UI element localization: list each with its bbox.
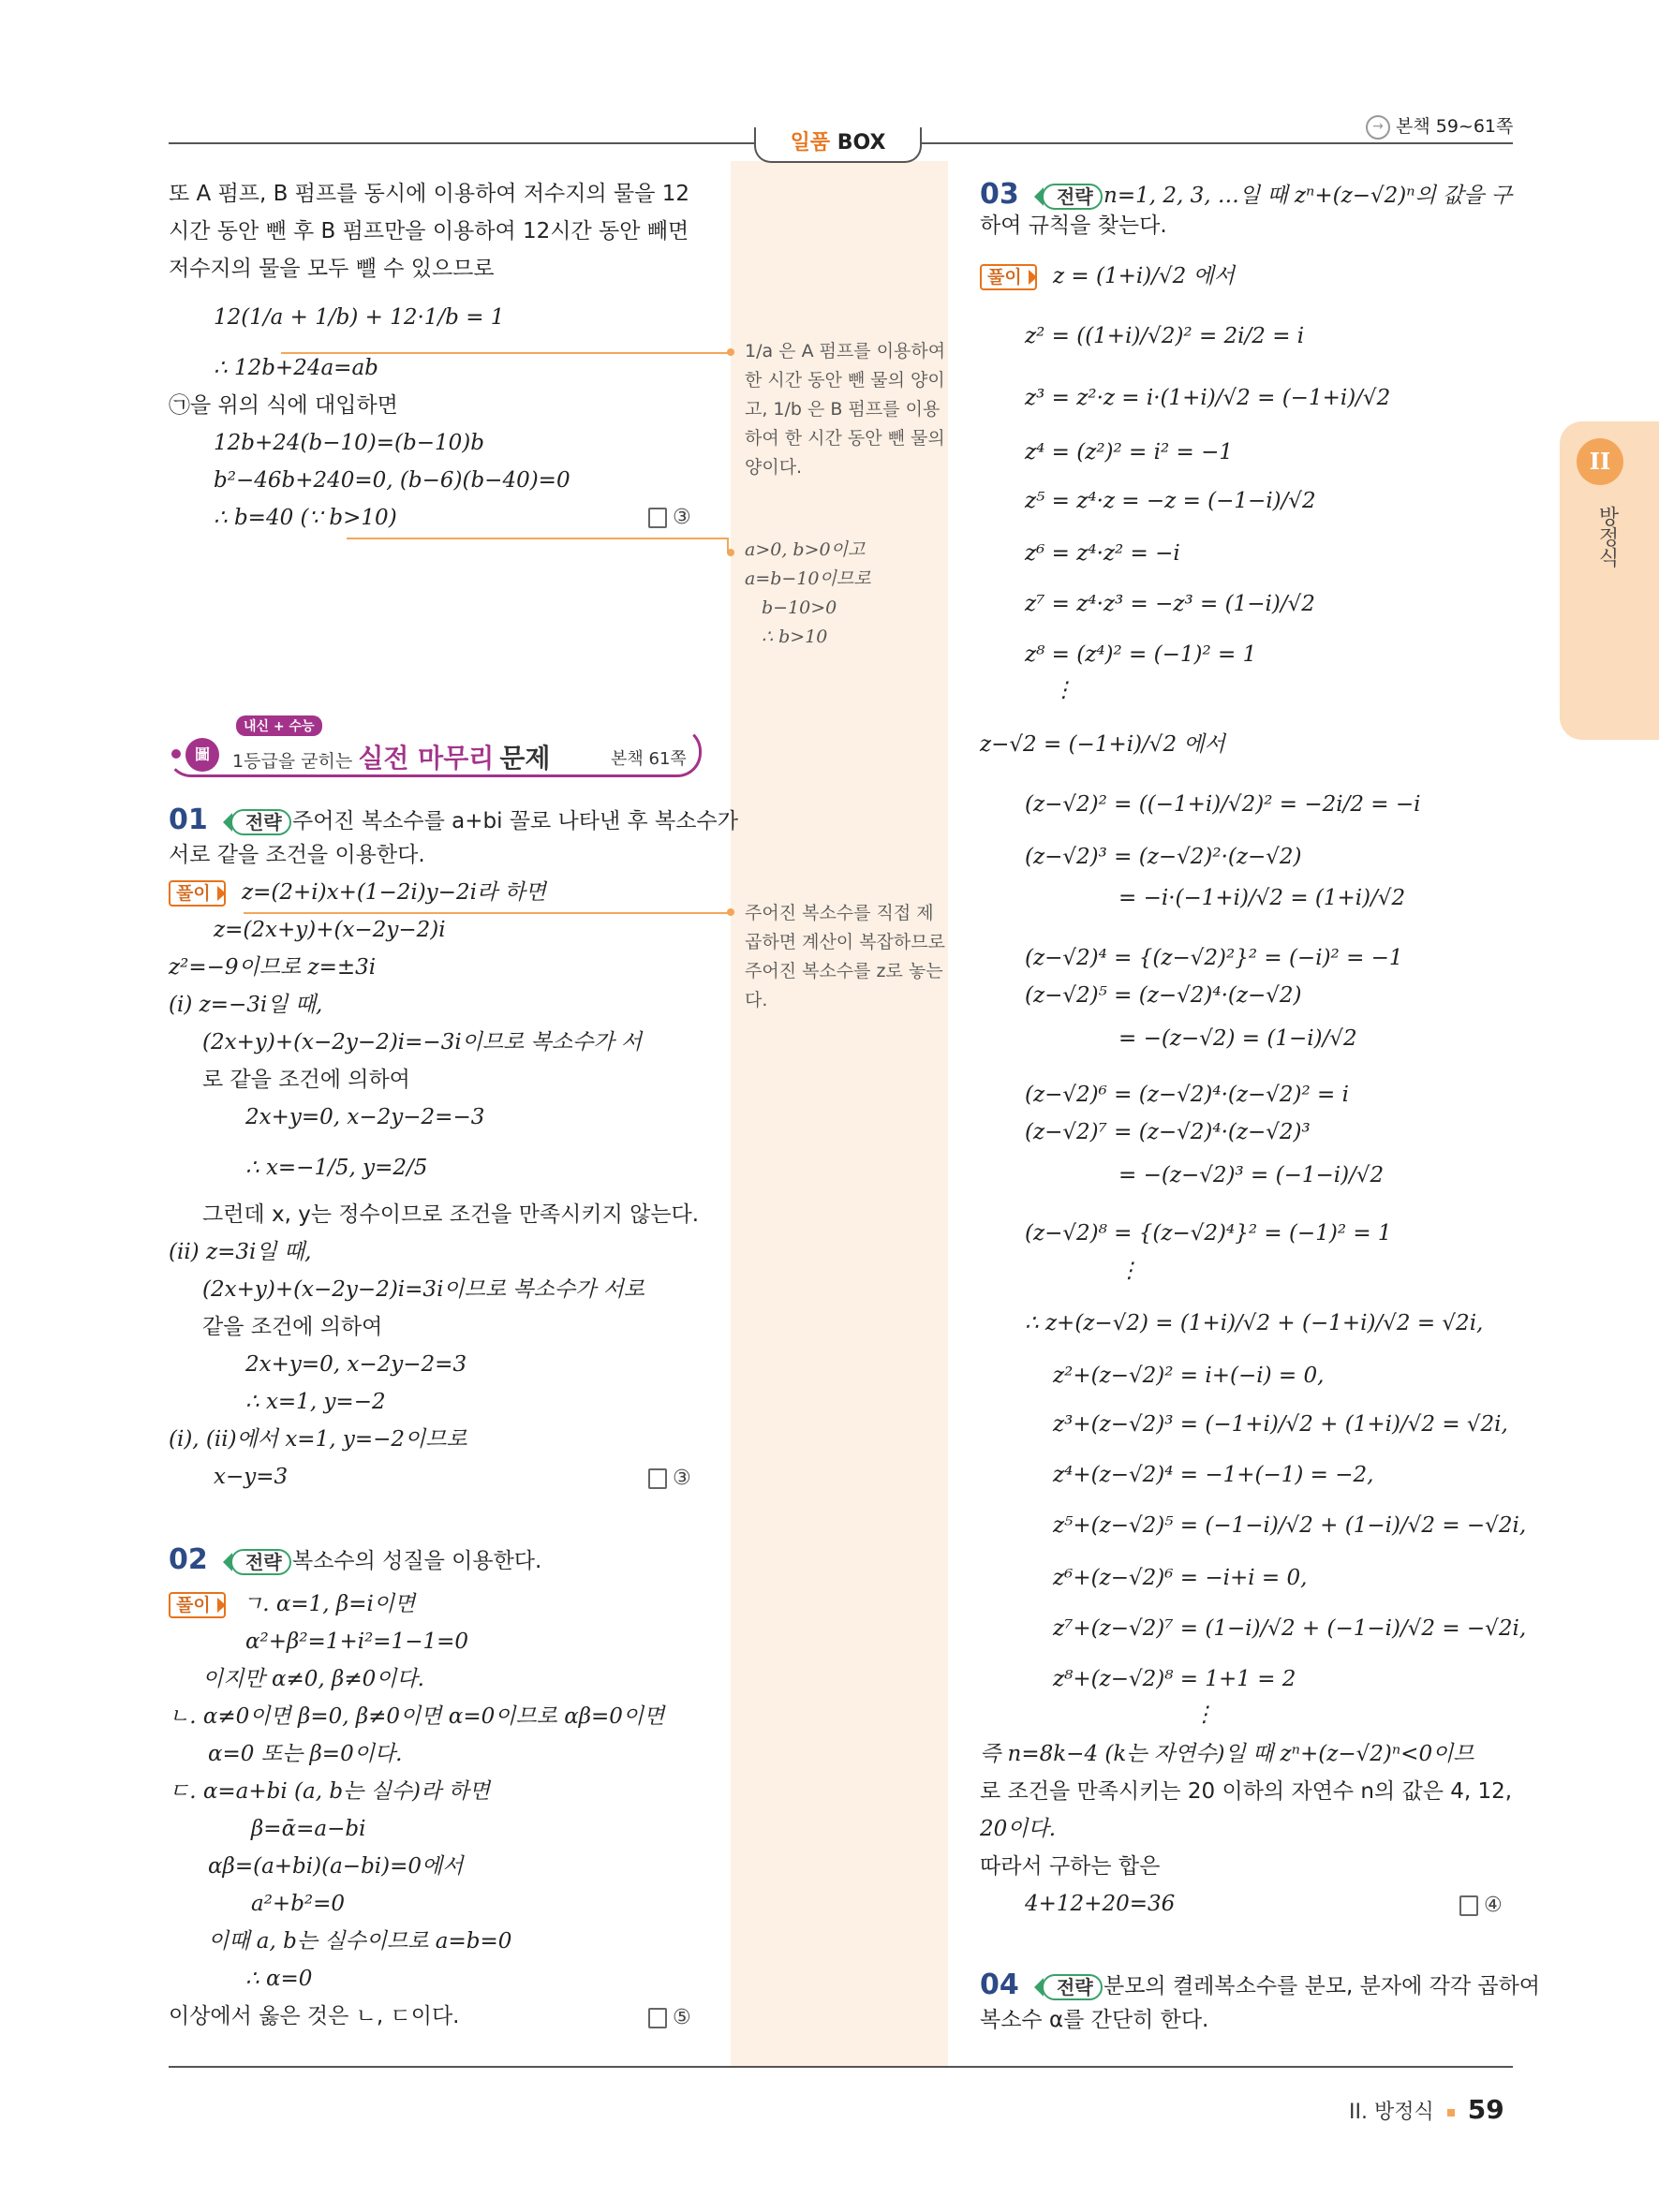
- equation: (2x+y)+(x−2y−2)i=3i이므로 복소수가 서로: [202, 1277, 645, 1302]
- text-line: 20이다.: [980, 1817, 1057, 1841]
- equation: a²+b²=0: [251, 1892, 346, 1916]
- text-line: 저수지의 물을 모두 뺄 수 있으므로: [169, 257, 495, 281]
- equation: (z−√2)⁶ = (z−√2)⁴·(z−√2)² = i: [1025, 1083, 1349, 1107]
- strategy-badge: 전략: [1042, 184, 1103, 210]
- ellipsis: ⋮: [1053, 678, 1074, 702]
- equation: αβ=(a+bi)(a−bi)=0에서: [208, 1854, 464, 1879]
- equation: z² = ((1+i)/√2)² = 2i/2 = i: [1025, 324, 1305, 348]
- strategy-text: 하여 규칙을 찾는다.: [980, 214, 1167, 238]
- text-line: 그런데 x, y는 정수이므로 조건을 만족시키지 않는다.: [202, 1202, 700, 1227]
- equation: = −(z−√2) = (1−i)/√2: [1118, 1026, 1357, 1051]
- equation: (z−√2)⁵ = (z−√2)⁴·(z−√2): [1025, 983, 1302, 1008]
- strategy-text: 주어진 복소수를 a+bi 꼴로 나타낸 후 복소수가: [292, 809, 738, 833]
- answer-icon: [648, 1468, 667, 1489]
- equation: β=ᾱ=a−bi: [251, 1817, 366, 1841]
- equation: z=(2x+y)+(x−2y−2)i: [214, 918, 446, 942]
- equation: z⁸ = (z⁴)² = (−1)² = 1: [1025, 642, 1257, 667]
- solution-badge: 풀이: [980, 264, 1037, 290]
- answer-mark: ⑤: [648, 2006, 691, 2029]
- chapter-side-label: 방정식: [1595, 506, 1619, 568]
- note-leader-dot: [727, 549, 734, 556]
- equation: z⁵ = z⁴·z = −z = (−1−i)/√2: [1025, 489, 1316, 513]
- equation: ∴ α=0: [245, 1967, 313, 1991]
- equation: z⁶ = z⁴·z² = −i: [1025, 541, 1180, 566]
- equation: z⁵+(z−√2)⁵ = (−1−i)/√2 + (1−i)/√2 = −√2i,: [1053, 1513, 1527, 1538]
- section-title: 1등급을 굳히는 실전 마무리 문제: [232, 743, 551, 774]
- note-leader-dot: [727, 908, 734, 916]
- equation: ∴ b=40 (∵ b>10): [214, 506, 397, 530]
- equation: 12(1/a + 1/b) + 12·1/b = 1: [214, 305, 505, 330]
- equation: α²+β²=1+i²=1−1=0: [245, 1630, 469, 1654]
- equation: (2x+y)+(x−2y−2)i=−3i이므로 복소수가 서: [202, 1030, 643, 1054]
- equation: z⁸+(z−√2)⁸ = 1+1 = 2: [1053, 1667, 1296, 1691]
- section-icon: 圖: [185, 738, 219, 772]
- equation: (ii) z=3i일 때,: [169, 1240, 312, 1264]
- strategy-badge: 전략: [1042, 1974, 1103, 2000]
- solution-badge: 풀이: [169, 880, 226, 907]
- equation: 즉 n=8k−4 (k는 자연수)일 때 zⁿ+(z−√2)ⁿ<0이므: [980, 1742, 1474, 1766]
- equation: z = (1+i)/√2 에서: [1053, 264, 1236, 288]
- footer-chapter: II. 방정식: [1349, 2101, 1434, 2124]
- strategy-badge: 전략: [230, 1549, 291, 1575]
- page-footer: [1349, 2094, 1504, 2125]
- equation: b²−46b+240=0, (b−6)(b−40)=0: [214, 468, 570, 493]
- equation: (i) z=−3i일 때,: [169, 993, 323, 1017]
- problem-number: 01: [169, 804, 208, 836]
- box-tab-suffix: BOX: [837, 131, 886, 155]
- side-note-1: 1/a 은 A 펌프를 이용하여 한 시간 동안 뺀 물의 양이 고, 1/b 은 B 펌프를 이용 하여 한 시간 동안 뺀 물의 양이다.: [745, 341, 946, 478]
- box-tab-prefix: 일품: [790, 131, 831, 155]
- equation: (z−√2)⁸ = {(z−√2)⁴}² = (−1)² = 1: [1025, 1221, 1392, 1246]
- side-note-3: 주어진 복소수를 직접 제 곱하면 계산이 복잡하므로 주어진 복소수를 z로 놓는 다.: [745, 903, 945, 1010]
- ellipsis: ⋮: [1118, 1259, 1140, 1283]
- equation: z⁷ = z⁴·z³ = −z³ = (1−i)/√2: [1025, 592, 1315, 616]
- equation: ∴ x=1, y=−2: [245, 1390, 386, 1414]
- answer-mark: ③: [648, 1467, 691, 1490]
- strategy-badge: 전략: [230, 809, 291, 835]
- chapter-number-badge: II: [1577, 438, 1623, 485]
- strategy-text: 서로 같을 조건을 이용한다.: [169, 843, 425, 867]
- text-line: 이상에서 옳은 것은 ㄴ, ㄷ이다.: [169, 2004, 460, 2028]
- equation: x−y=3: [214, 1465, 289, 1489]
- equation: = −(z−√2)³ = (−1−i)/√2: [1118, 1163, 1385, 1187]
- note-leader-dot: [727, 348, 734, 356]
- ellipsis: ⋮: [1193, 1703, 1215, 1727]
- text-line: 따라서 구하는 합은: [980, 1854, 1161, 1879]
- box-tab: [754, 127, 922, 163]
- problem-number: 04: [980, 1969, 1019, 2001]
- section-badge: 내신 + 수능: [236, 715, 322, 736]
- text-line: 시간 동안 뺀 후 B 펌프만을 이용하여 12시간 동안 빼면: [169, 219, 689, 243]
- text-line: 같을 조건에 의하여: [202, 1315, 383, 1339]
- strategy-text: n=1, 2, 3, …일 때 zⁿ+(z−√2)ⁿ의 값을 구: [1104, 184, 1513, 208]
- equation: z⁷+(z−√2)⁷ = (1−i)/√2 + (−1−i)/√2 = −√2i,: [1053, 1616, 1527, 1641]
- equation: z³ = z²·z = i·(1+i)/√2 = (−1+i)/√2: [1025, 386, 1391, 410]
- arrow-right-icon: →: [1366, 115, 1390, 140]
- equation: z²=−9이므로 z=±3i: [169, 955, 377, 980]
- answer-icon: [648, 508, 667, 528]
- solution-badge: 풀이: [169, 1592, 226, 1618]
- section-dot: [171, 749, 181, 759]
- equation: 2x+y=0, x−2y−2=−3: [245, 1105, 485, 1129]
- problem-number: 03: [980, 178, 1019, 211]
- equation: ㄴ. α≠0이면 β=0, β≠0이면 α=0이므로 αβ=0이면: [169, 1704, 665, 1729]
- problem-number: 02: [169, 1543, 208, 1576]
- equation: ∴ z+(z−√2) = (1+i)/√2 + (−1+i)/√2 = √2i,: [1025, 1311, 1484, 1335]
- text-line: 로 같을 조건에 의하여: [202, 1068, 410, 1092]
- equation: z⁴+(z−√2)⁴ = −1+(−1) = −2,: [1053, 1463, 1374, 1487]
- equation: z⁴ = (z²)² = i² = −1: [1025, 440, 1234, 465]
- equation: (i), (ii)에서 x=1, y=−2이므로: [169, 1427, 467, 1452]
- text-line: 로 조건을 만족시키는 20 이하의 자연수 n의 값은 4, 12,: [980, 1779, 1513, 1804]
- answer-mark: ③: [648, 506, 691, 529]
- section-page-ref: 본책 61쪽: [611, 749, 687, 769]
- equation: 4+12+20=36: [1025, 1892, 1176, 1916]
- equation: (z−√2)³ = (z−√2)²·(z−√2): [1025, 845, 1302, 869]
- answer-mark: ④: [1459, 1894, 1503, 1917]
- equation: ㄱ. α=1, β=i이면: [242, 1592, 416, 1616]
- note-leader: [281, 352, 729, 354]
- equation: 12b+24(b−10)=(b−10)b: [214, 431, 484, 455]
- equation: 이지만 α≠0, β≠0이다.: [202, 1667, 424, 1691]
- side-note-2: a>0, b>0이고 a=b−10이므로 b−10>0 ∴ b>10: [745, 539, 871, 647]
- text-line: 또 A 펌프, B 펌프를 동시에 이용하여 저수지의 물을 12: [169, 182, 690, 206]
- equation: (z−√2)⁷ = (z−√2)⁴·(z−√2)³: [1025, 1120, 1311, 1144]
- page-reference-text: 본책 59~61쪽: [1396, 116, 1514, 137]
- equation: (z−√2)⁴ = {(z−√2)²}² = (−i)² = −1: [1025, 946, 1403, 970]
- equation: z⁶+(z−√2)⁶ = −i+i = 0,: [1053, 1566, 1308, 1590]
- bottom-divider: [169, 2066, 1513, 2068]
- footer-separator: [1447, 2109, 1455, 2116]
- note-leader: [347, 538, 729, 539]
- note-leader: [244, 912, 729, 914]
- page-reference: [1366, 112, 1513, 140]
- equation: z²+(z−√2)² = i+(−i) = 0,: [1053, 1364, 1325, 1388]
- equation: (z−√2)² = ((−1+i)/√2)² = −2i/2 = −i: [1025, 792, 1421, 817]
- equation: ∴ x=−1/5, y=2/5: [245, 1156, 428, 1180]
- equation: z³+(z−√2)³ = (−1+i)/√2 + (1+i)/√2 = √2i,: [1053, 1412, 1508, 1437]
- equation: α=0 또는 β=0이다.: [208, 1742, 403, 1766]
- equation: ∴ 12b+24a=ab: [214, 356, 378, 380]
- answer-icon: [1459, 1895, 1478, 1916]
- strategy-text: 복소수의 성질을 이용한다.: [292, 1549, 542, 1573]
- page-number: 59: [1467, 2094, 1504, 2125]
- text-line: ㉠을 위의 식에 대입하면: [169, 393, 398, 418]
- equation: ㄷ. α=a+bi (a, b는 실수)라 하면: [169, 1779, 490, 1804]
- equation: 이때 a, b는 실수이므로 a=b=0: [208, 1929, 512, 1954]
- equation: 2x+y=0, x−2y−2=3: [245, 1352, 467, 1377]
- strategy-text: 분모의 켤레복소수를 분모, 분자에 각각 곱하여: [1104, 1974, 1541, 1998]
- equation: = −i·(−1+i)/√2 = (1+i)/√2: [1118, 886, 1406, 910]
- equation: z−√2 = (−1+i)/√2 에서: [980, 732, 1225, 757]
- answer-icon: [648, 2008, 667, 2028]
- strategy-text: 복소수 α를 간단히 한다.: [980, 2008, 1209, 2032]
- equation: z=(2+i)x+(1−2i)y−2i라 하면: [242, 880, 546, 905]
